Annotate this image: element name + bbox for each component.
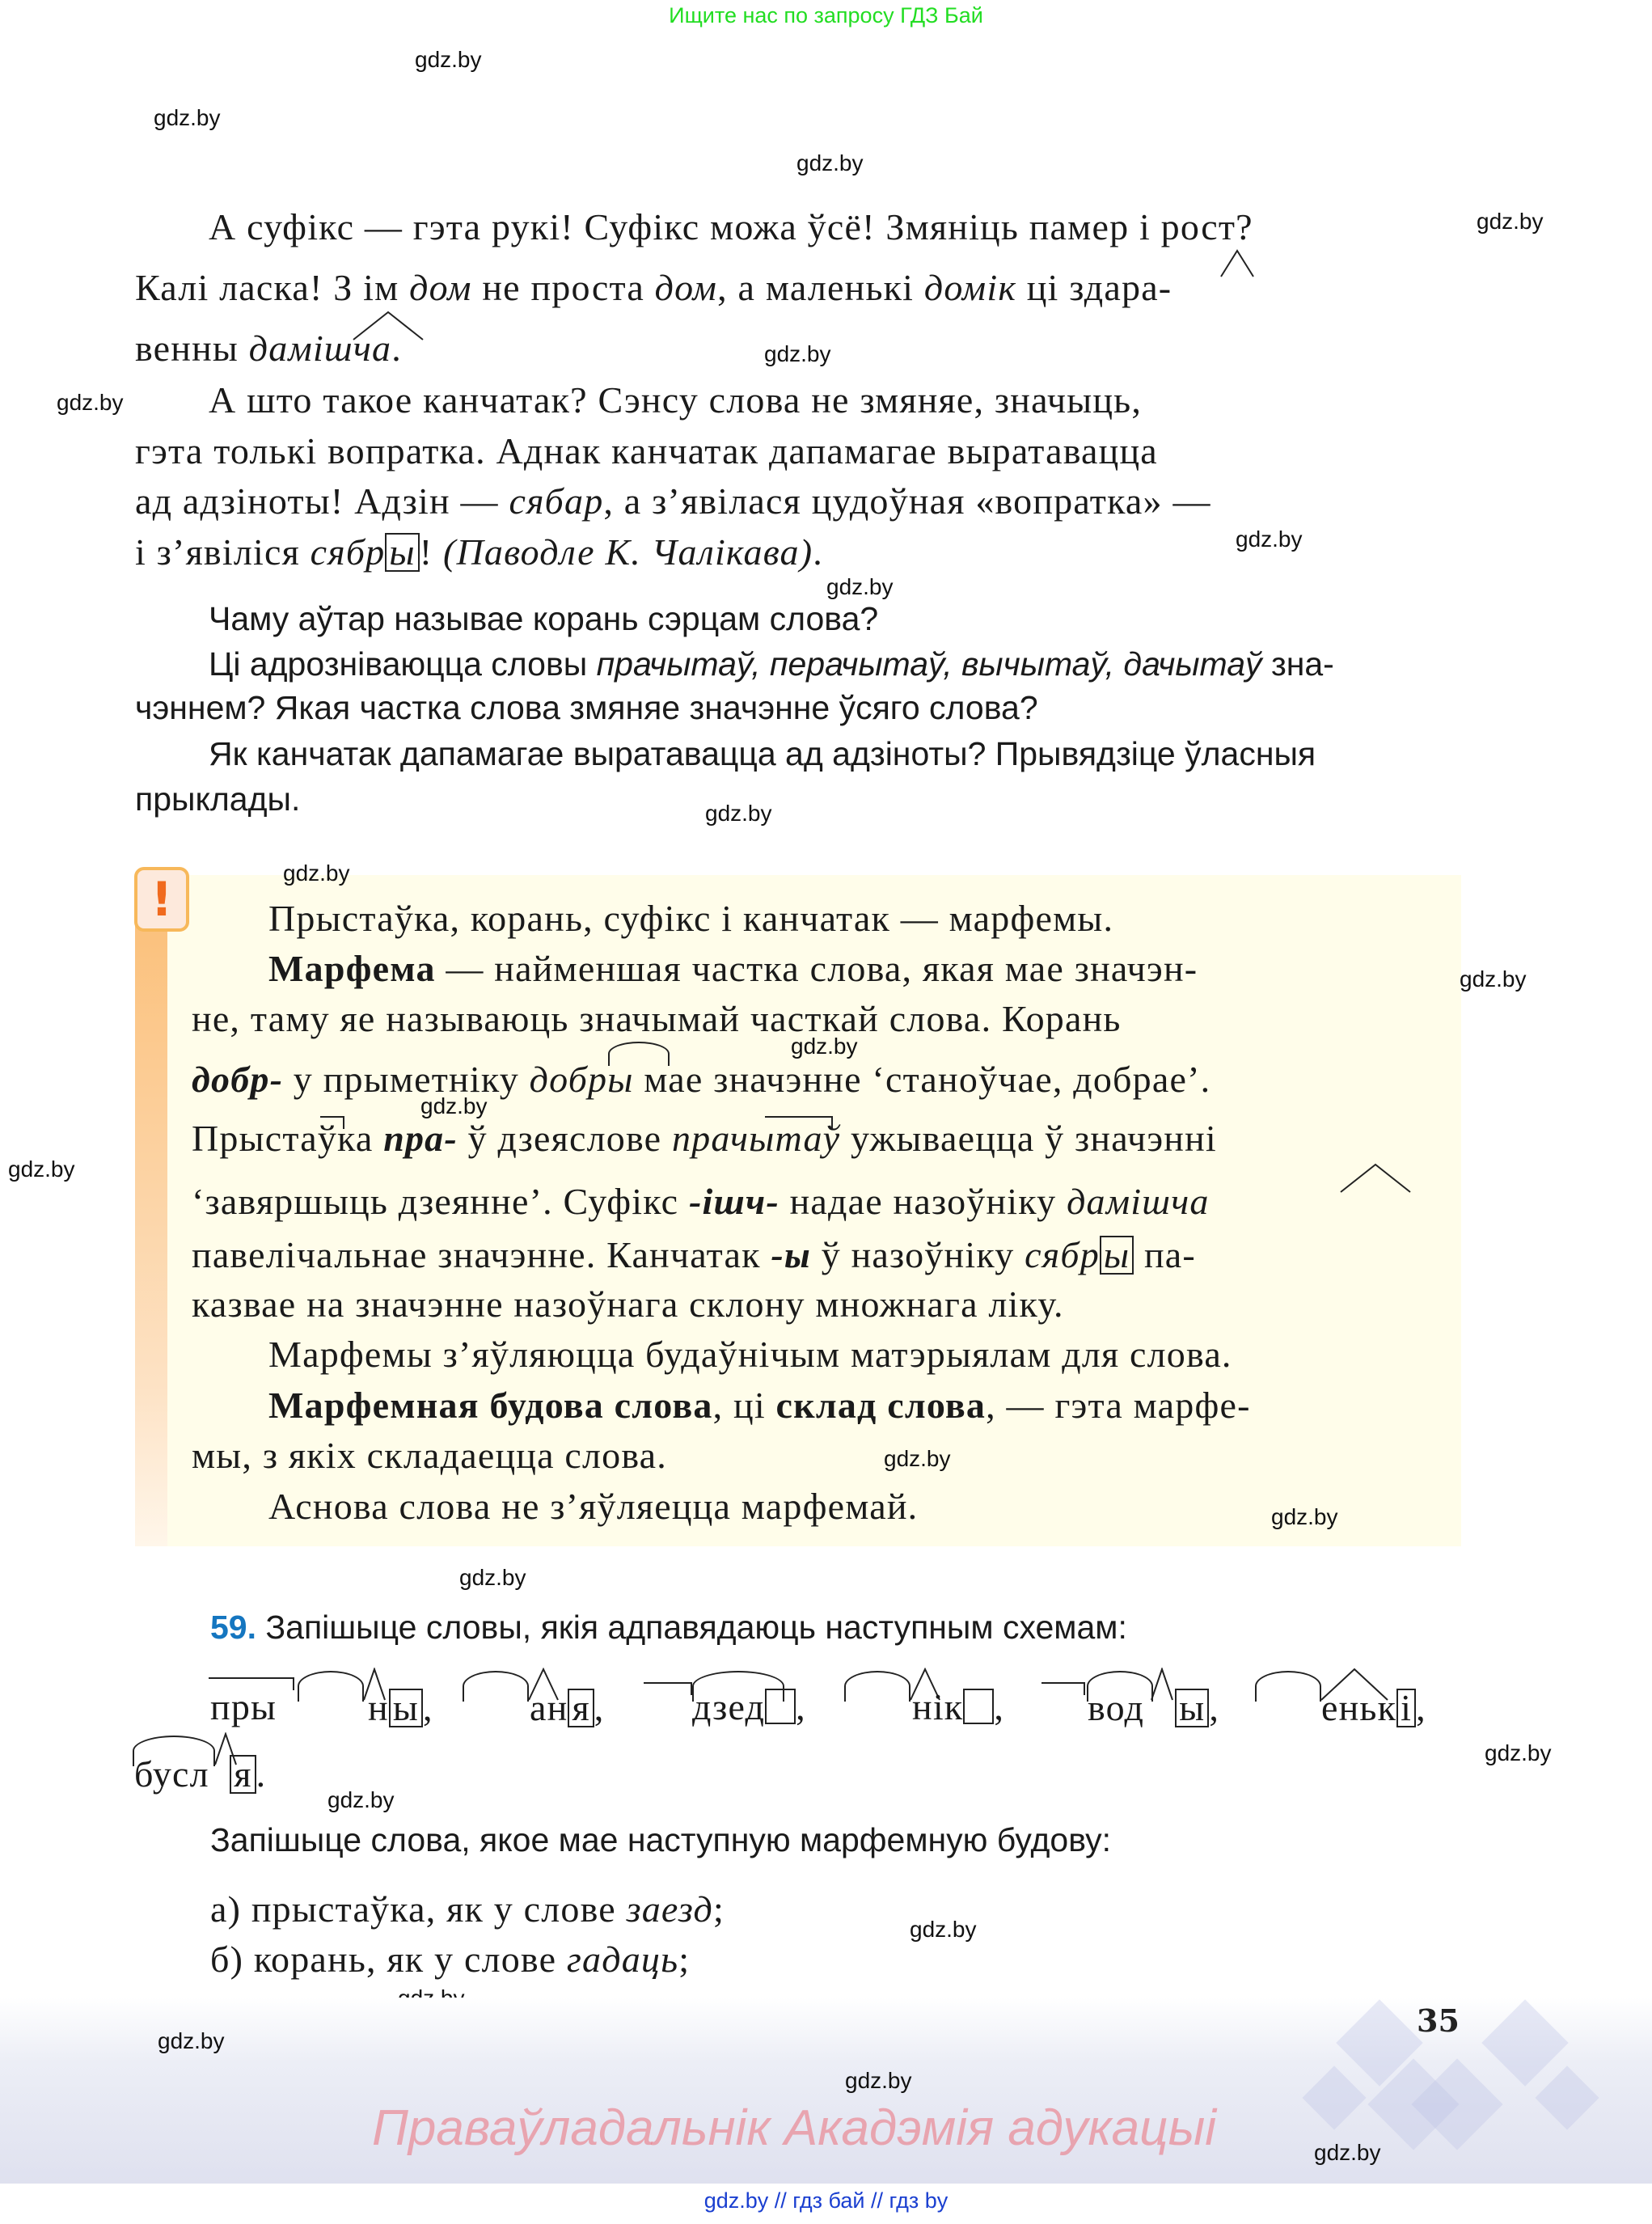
example-word: сябр: [310, 531, 386, 573]
prefix-morpheme: пра-: [383, 1118, 458, 1159]
root-arc-icon: [463, 1671, 529, 1702]
watermark: gdz.by: [884, 1446, 951, 1471]
source-citation: (Паводле К. Чалікава): [442, 531, 813, 573]
example-word: гадаць: [566, 1939, 679, 1980]
example-word: дамішча: [248, 328, 392, 369]
text: па-: [1134, 1234, 1196, 1275]
scheme-text: н: [368, 1687, 389, 1728]
question-3-line1: Як канчатак дапамагае выратавацца ад адзіноты? Прывядзіце ўласныя: [209, 735, 1316, 772]
rule-stripe: [135, 898, 167, 1546]
item-label: б) корань, як у слове: [210, 1939, 567, 1980]
watermark: gdz.by: [1271, 1504, 1338, 1529]
page-number: 35: [1417, 2002, 1460, 2039]
reading-p2-line2: гэта толькі вопратка. Аднак канчатак дапамагае выратавацца: [135, 430, 1158, 471]
watermark: gdz.by: [791, 1034, 858, 1059]
ending-box: ы: [389, 1689, 423, 1727]
example-word: домік: [923, 267, 1017, 308]
ending-box: ы: [385, 533, 419, 572]
text: , а маленькі: [717, 267, 924, 308]
suffix-morpheme: -ішч-: [688, 1181, 780, 1222]
rule-line7: [192, 1236, 1196, 1275]
rule-line11: мы, з якіх складаецца слова.: [192, 1435, 668, 1476]
search-banner[interactable]: Ищите нас по запросу ГДЗ Бай: [669, 3, 983, 27]
watermark: gdz.by: [705, 801, 772, 826]
suffix-mark-icon: [352, 311, 425, 341]
separator: .: [256, 1753, 267, 1795]
text: надае назоўніку: [779, 1181, 1067, 1222]
ending-box: ы: [1175, 1689, 1209, 1727]
question-3-line2: прыклады.: [135, 780, 301, 818]
example-word: заезд: [626, 1888, 713, 1930]
scheme-text: вод: [1088, 1687, 1145, 1728]
text: ужываецца ў значэнні: [840, 1118, 1217, 1159]
root-arc-icon: [1255, 1671, 1321, 1702]
text: ‘завяршыць дзеянне’. Суфікс: [192, 1181, 689, 1222]
root-arc-icon: [844, 1671, 911, 1702]
watermark: gdz.by: [845, 2068, 912, 2093]
watermark: gdz.by: [1314, 2140, 1381, 2165]
scheme-1: [210, 1686, 277, 1727]
question-1: Чаму аўтар называе корань сэрцам слова?: [209, 600, 879, 637]
scheme-text: бусл: [134, 1753, 209, 1795]
scheme-3: [530, 1689, 605, 1727]
exclamation-glyph: !: [150, 872, 173, 927]
watermark: gdz.by: [459, 1565, 526, 1590]
bottom-links[interactable]: gdz.by // гдз бай // гдз by: [703, 2188, 949, 2213]
scheme-text: нік: [912, 1686, 964, 1727]
example-word: сябар: [509, 480, 604, 522]
suffix-mark-icon: [1339, 1163, 1412, 1194]
exercise-number: 59.: [210, 1609, 256, 1646]
text: Ці адрозніваюцца словы: [209, 645, 597, 683]
prefix-mark-icon: [1041, 1682, 1085, 1695]
watermark: gdz.by: [826, 574, 894, 599]
rule-line2: [268, 950, 1198, 987]
rule-line5: [192, 1120, 1217, 1157]
question-2-line1: [209, 645, 1334, 683]
scheme-6: [1088, 1689, 1219, 1727]
watermark: gdz.by: [154, 105, 221, 130]
example-word: дом: [654, 267, 718, 308]
exclamation-icon: [134, 867, 189, 932]
watermark: gdz.by: [8, 1156, 75, 1182]
reading-p2-line3: [135, 480, 1211, 522]
watermark: gdz.by: [796, 150, 864, 175]
question-2-line2: чэннем? Якая частка слова змяняе значэнне ўсяго слова?: [135, 689, 1038, 726]
text: венны: [135, 328, 249, 369]
scheme-text: еньк: [1321, 1687, 1397, 1728]
term: Марфемная будова слова: [268, 1385, 713, 1426]
watermark: gdz.by: [1236, 526, 1303, 552]
separator: ,: [994, 1686, 1005, 1727]
text: ці здара-: [1016, 267, 1172, 308]
empty-ending-box: [765, 1689, 796, 1724]
scheme-text: ан: [530, 1687, 568, 1728]
scheme-text: пры: [210, 1686, 277, 1727]
rule-line3: не, таму яе называюць значымай часткай слова. Корань: [192, 998, 1122, 1039]
root-arc-icon: [298, 1671, 364, 1702]
example-word: дом: [409, 267, 472, 308]
text: — найменшая частка слова, якая мае значэн-: [435, 948, 1198, 989]
watermark: gdz.by: [910, 1917, 977, 1942]
watermark: gdz.by: [57, 390, 124, 415]
ending-box: я: [230, 1755, 256, 1794]
reading-p1-line2: [135, 269, 1172, 307]
exercise-59-task: [210, 1611, 1127, 1644]
root-arc-icon: [608, 1042, 670, 1066]
rule-line4: [192, 1061, 1210, 1098]
text: , — гэта марфе-: [986, 1385, 1251, 1426]
rule-line9: Марфемы з’яўляюцца будаўнічым матэрыялам для слова.: [268, 1334, 1232, 1375]
watermark: gdz.by: [327, 1787, 395, 1812]
example-word: дамішча: [1067, 1181, 1210, 1222]
text: ;: [712, 1888, 725, 1930]
watermark: gdz.by: [1477, 209, 1544, 234]
watermark: gdz.by: [283, 860, 350, 886]
watermark: gdz.by: [764, 341, 831, 366]
watermark: gdz.by: [415, 47, 482, 72]
separator: ,: [422, 1687, 433, 1728]
text: .: [391, 328, 402, 369]
text: Калі ласка! З ім: [135, 267, 410, 308]
prefix-mark-icon: [320, 1116, 344, 1129]
separator: ,: [1209, 1687, 1220, 1728]
text: і з’явіліся: [135, 531, 311, 573]
empty-ending-box: [963, 1689, 994, 1724]
text: зна-: [1261, 645, 1334, 683]
watermark: gdz.by: [420, 1093, 488, 1118]
text: у прыметніку: [283, 1059, 530, 1100]
ending-box: і: [1396, 1689, 1416, 1727]
text: мае значэнне ‘станоўчае, добрае’.: [633, 1059, 1211, 1100]
task-text: Запішыце словы, якія адпавядаюць наступным схемам:: [265, 1609, 1127, 1646]
scheme-2: [368, 1689, 433, 1727]
reading-p2-line4: [135, 533, 823, 572]
watermark: gdz.by: [1485, 1740, 1552, 1765]
reading-p2-line1: А што такое канчатак? Сэнсу слова не змяняе, значыць,: [209, 379, 1143, 421]
text: павелічальнае значэнне. Канчатак: [192, 1234, 771, 1275]
term: склад слова: [775, 1385, 987, 1426]
scheme-5: [912, 1686, 1005, 1727]
text: ў назоўніку: [811, 1234, 1025, 1275]
example-word: прачытаў: [671, 1118, 841, 1159]
rule-line12: Аснова слова не з’яўляецца марфемай.: [268, 1486, 919, 1527]
ending-morpheme: -ы: [771, 1234, 812, 1275]
example-word: добры: [529, 1059, 634, 1100]
scheme-text: дзед: [692, 1686, 766, 1727]
prefix-mark-icon: [644, 1682, 692, 1695]
ending-box: я: [568, 1689, 594, 1727]
text: , а з’явілася цудоўная «вопратка» —: [603, 480, 1211, 522]
scheme-8: [134, 1755, 266, 1794]
exercise-item-a: [210, 1888, 725, 1930]
suffix-mark-icon: [1219, 249, 1255, 278]
prefix-mark-icon: [765, 1116, 833, 1129]
rule-line8: казвае на значэнне назоўнага склону множнага ліку.: [192, 1283, 1064, 1325]
separator: ,: [796, 1686, 806, 1727]
scheme-4: [692, 1686, 806, 1727]
example-word: сябр: [1025, 1234, 1100, 1275]
term: Марфема: [268, 948, 436, 989]
text: ад адзіноты! Адзін —: [135, 480, 509, 522]
watermark: gdz.by: [158, 2028, 225, 2053]
watermark: gdz.by: [1460, 966, 1527, 991]
exercise-59-task2: Запішыце слова, якое мае наступную марфемную будову:: [210, 1821, 1112, 1858]
text: .: [813, 531, 823, 573]
prefix-mark-icon: [209, 1677, 294, 1690]
rights-watermark: Праваўладальнік Акадэмія адукацыі: [372, 2100, 1216, 2156]
text: ў дзеяслове: [457, 1118, 672, 1159]
rule-line1: Прыстаўка, корань, суфікс і канчатак — марфемы.: [268, 898, 1114, 939]
separator: ,: [1416, 1687, 1426, 1728]
root-morpheme: добр-: [192, 1059, 284, 1100]
rule-line10: [268, 1387, 1251, 1424]
example-words: прачытаў, перачытаў, вычытаў, дачытаў: [596, 645, 1262, 683]
text: , ці: [712, 1385, 776, 1426]
text: Прыстаўка: [192, 1118, 384, 1159]
scheme-7: [1321, 1689, 1426, 1727]
separator: ,: [594, 1687, 605, 1728]
text: !: [419, 531, 443, 573]
item-label: а) прыстаўка, як у слове: [210, 1888, 627, 1930]
rule-line6: [192, 1183, 1210, 1220]
reading-p1-line1: А суфікс — гэта рукі! Суфікс можа ўсё! Змяніць памер і рост?: [209, 206, 1253, 247]
ending-box: ы: [1100, 1236, 1134, 1275]
exercise-item-b: [210, 1941, 690, 1978]
text: не проста: [471, 267, 655, 308]
text: ;: [678, 1939, 691, 1980]
